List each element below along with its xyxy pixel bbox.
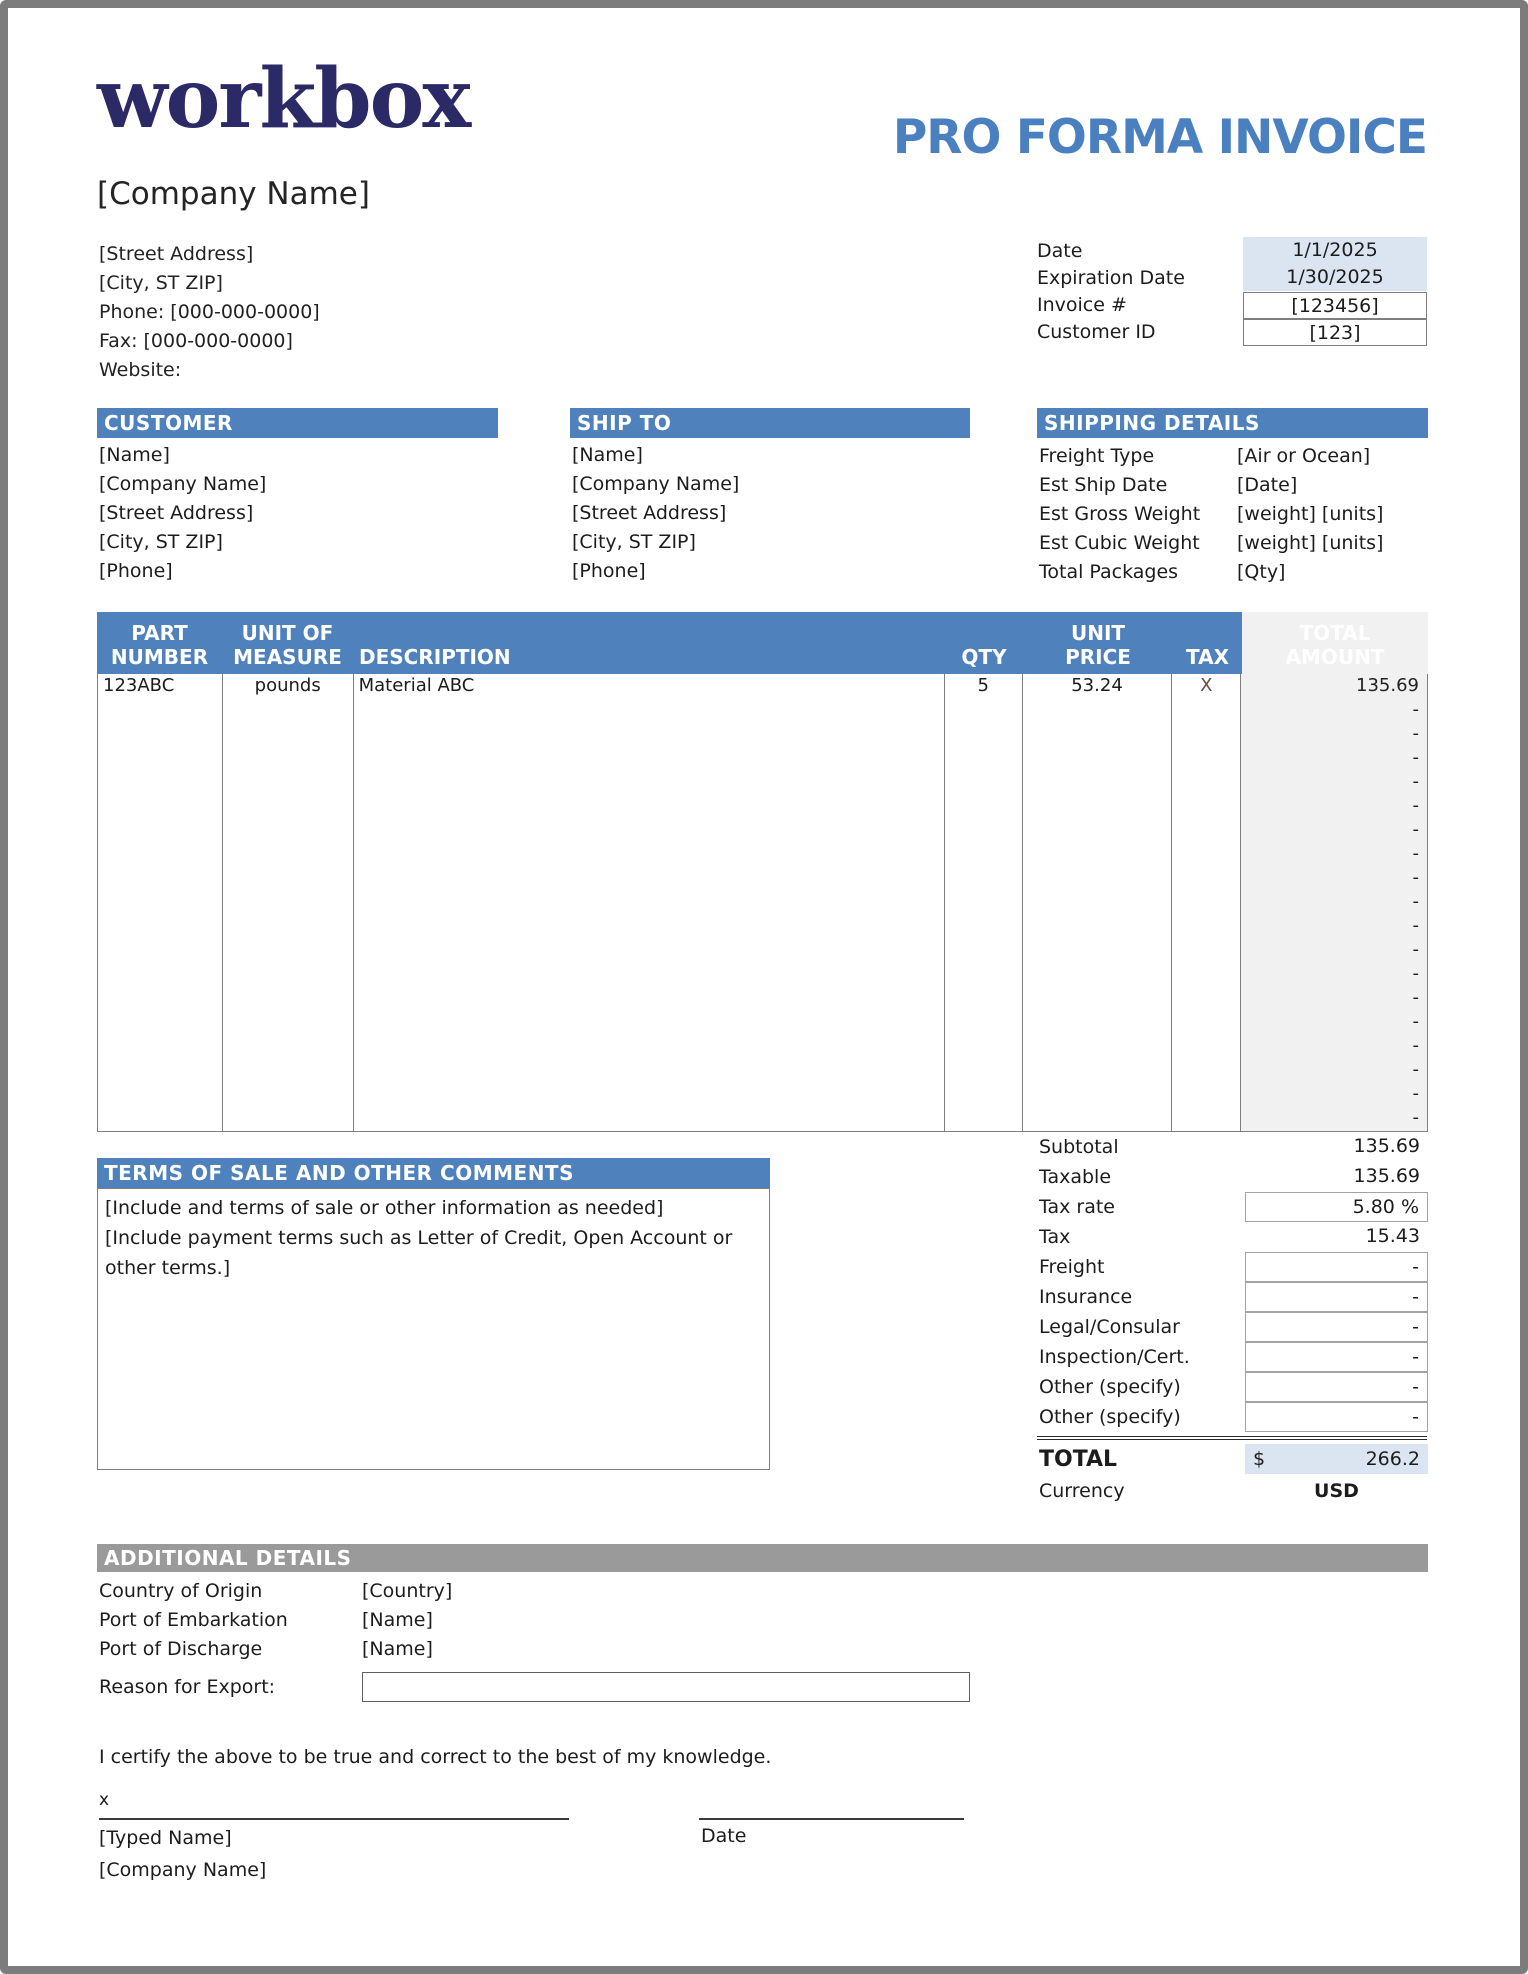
- additional-detail-label: Port of Embarkation: [99, 1608, 288, 1631]
- shipping-detail-value[interactable]: [Date]: [1237, 473, 1298, 496]
- part-number-column: [98, 674, 223, 1131]
- shipping-detail-value[interactable]: [weight] [units]: [1237, 502, 1384, 525]
- shipping-detail-row: [1037, 528, 1428, 557]
- shipping-details-section: [1037, 408, 1428, 586]
- invoice-meta-value[interactable]: [123]: [1243, 319, 1427, 346]
- shipping-detail-label: Total Packages: [1039, 560, 1179, 583]
- additional-details-header: ADDITIONAL DETAILS: [97, 1544, 1428, 1572]
- signature-line[interactable]: [99, 1810, 569, 1820]
- unit-price-column: [1023, 674, 1173, 1131]
- customer-section: [97, 408, 498, 586]
- summary-label: Taxable: [1039, 1166, 1112, 1188]
- summary-value[interactable]: -: [1245, 1372, 1428, 1402]
- item-qty-cell[interactable]: 5: [977, 675, 989, 696]
- item-part-number-cell[interactable]: 123ABC: [103, 675, 175, 696]
- additional-detail-label: Port of Discharge: [99, 1637, 263, 1660]
- ship-to-section: [570, 408, 970, 586]
- company-address-line[interactable]: [Street Address]: [99, 243, 254, 265]
- summary-label: Other (specify): [1039, 1376, 1181, 1398]
- column-header-qty: QTY: [961, 645, 1007, 669]
- currency-symbol: $: [1253, 1448, 1266, 1470]
- ship-to-line[interactable]: [Street Address]: [572, 502, 727, 524]
- summary-row: [1037, 1312, 1428, 1342]
- total-divider-rule: [1037, 1436, 1427, 1440]
- shipping-detail-row: [1037, 557, 1428, 586]
- summary-value[interactable]: -: [1245, 1282, 1428, 1312]
- reason-for-export-row: [97, 1672, 970, 1702]
- company-address-line[interactable]: Website:: [99, 359, 182, 381]
- summary-row: [1037, 1402, 1428, 1432]
- document-title: PRO FORMA INVOICE: [892, 110, 1427, 165]
- invoice-meta-row: [1037, 264, 1427, 291]
- column-header-unit-of-measure: UNIT OF MEASURE: [233, 621, 342, 669]
- ship-to-line[interactable]: [City, ST ZIP]: [572, 531, 696, 553]
- summary-label: Other (specify): [1039, 1406, 1181, 1428]
- typed-name-placeholder[interactable]: [Typed Name]: [99, 1827, 232, 1849]
- invoice-meta-row: [1037, 291, 1427, 318]
- currency-value[interactable]: USD: [1314, 1480, 1359, 1502]
- invoice-meta-label: Customer ID: [1037, 320, 1156, 343]
- summary-value[interactable]: 135.69: [1353, 1135, 1420, 1157]
- tax-column: [1172, 674, 1241, 1131]
- terms-line[interactable]: [Include and terms of sale or other information as needed]: [105, 1197, 664, 1219]
- customer-line[interactable]: [Name]: [99, 444, 170, 466]
- certification-statement: I certify the above to be true and correct to the best of my knowledge.: [99, 1746, 772, 1768]
- shipping-detail-value[interactable]: [weight] [units]: [1237, 531, 1384, 554]
- total-row: [1037, 1442, 1428, 1476]
- company-address-line[interactable]: [City, ST ZIP]: [99, 272, 223, 294]
- item-total-amount-cell: 135.69: [1356, 675, 1419, 696]
- empty-total-amount-cell: -: [1412, 963, 1419, 984]
- customer-line[interactable]: [City, ST ZIP]: [99, 531, 223, 553]
- empty-total-amount-cell: -: [1412, 771, 1419, 792]
- empty-total-amount-cell: -: [1412, 843, 1419, 864]
- empty-total-cells: [1241, 698, 1427, 1130]
- invoice-meta-label: Invoice #: [1037, 293, 1127, 316]
- shipping-detail-label: Freight Type: [1039, 444, 1155, 467]
- empty-total-amount-cell: -: [1412, 1059, 1419, 1080]
- invoice-meta-label: Expiration Date: [1037, 266, 1185, 289]
- empty-total-amount-cell: -: [1412, 867, 1419, 888]
- empty-total-amount-cell: -: [1412, 1107, 1419, 1128]
- column-header-unit-price: UNIT PRICE: [1065, 621, 1131, 669]
- ship-to-line[interactable]: [Company Name]: [572, 473, 740, 495]
- total-value-box: [1245, 1444, 1428, 1474]
- line-items-header-row: [97, 612, 1428, 674]
- summary-label: Subtotal: [1039, 1136, 1119, 1158]
- ship-to-lines: [570, 438, 970, 586]
- column-header-total-amount: TOTAL AMOUNT: [1242, 612, 1428, 674]
- signature-x-mark: x: [99, 1790, 110, 1810]
- customer-lines: [97, 438, 498, 586]
- qty-column: [945, 674, 1023, 1131]
- terms-text-box[interactable]: [97, 1188, 770, 1470]
- total-amount-column: [1241, 674, 1427, 1131]
- item-description-cell[interactable]: Material ABC: [358, 675, 475, 696]
- empty-total-amount-cell: -: [1412, 723, 1419, 744]
- summary-label: Inspection/Cert.: [1039, 1346, 1190, 1368]
- column-header-part-number: PART NUMBER: [110, 621, 209, 669]
- summary-label: Tax: [1039, 1226, 1071, 1248]
- summary-value[interactable]: -: [1245, 1342, 1428, 1372]
- shipping-detail-row: [1037, 441, 1428, 470]
- item-unit-price-cell[interactable]: 53.24: [1071, 675, 1123, 696]
- summary-section: [1037, 1132, 1428, 1506]
- invoice-meta-row: [1037, 237, 1427, 264]
- summary-row: [1037, 1252, 1428, 1282]
- additional-detail-row: [97, 1605, 1428, 1634]
- company-name[interactable]: [Company Name]: [97, 176, 370, 212]
- additional-detail-row: [97, 1576, 1428, 1605]
- invoice-meta-value[interactable]: [123456]: [1243, 292, 1427, 319]
- empty-total-amount-cell: -: [1412, 1083, 1419, 1104]
- signature-block: [99, 1790, 1199, 1884]
- signature-date-line[interactable]: [699, 1810, 964, 1820]
- item-tax-cell[interactable]: X: [1200, 675, 1213, 696]
- column-header-tax: TAX: [1186, 645, 1229, 669]
- customer-section-header: CUSTOMER: [97, 408, 498, 438]
- summary-row: [1037, 1342, 1428, 1372]
- empty-total-amount-cell: -: [1412, 819, 1419, 840]
- empty-total-amount-cell: -: [1412, 1011, 1419, 1032]
- signer-company-placeholder[interactable]: [Company Name]: [99, 1859, 267, 1881]
- shipping-detail-row: [1037, 499, 1428, 528]
- additional-detail-label: Country of Origin: [99, 1579, 263, 1602]
- empty-total-amount-cell: -: [1412, 747, 1419, 768]
- summary-label: Freight: [1039, 1256, 1105, 1278]
- unit-of-measure-column: [223, 674, 354, 1131]
- shipping-detail-row: [1037, 470, 1428, 499]
- total-label: TOTAL: [1039, 1446, 1118, 1472]
- shipping-detail-label: Est Gross Weight: [1039, 502, 1201, 525]
- total-amount-value: 266.2: [1365, 1448, 1420, 1470]
- customer-line[interactable]: [Street Address]: [99, 502, 254, 524]
- summary-value[interactable]: -: [1245, 1312, 1428, 1342]
- summary-row: [1037, 1222, 1428, 1252]
- summary-row: [1037, 1372, 1428, 1402]
- invoice-meta-value[interactable]: 1/1/2025: [1243, 237, 1427, 264]
- invoice-meta-row: [1037, 318, 1427, 345]
- empty-total-amount-cell: -: [1412, 1035, 1419, 1056]
- shipping-detail-value[interactable]: [Air or Ocean]: [1237, 444, 1371, 467]
- summary-value[interactable]: -: [1245, 1402, 1428, 1432]
- additional-detail-row: [97, 1634, 1428, 1663]
- reason-for-export-input[interactable]: [362, 1672, 970, 1702]
- line-items-body: [97, 674, 1428, 1132]
- signature-date-label: Date: [701, 1825, 747, 1847]
- additional-details-section: [97, 1544, 1428, 1663]
- shipping-detail-label: Est Ship Date: [1039, 473, 1168, 496]
- column-header-description: DESCRIPTION: [359, 645, 511, 669]
- additional-detail-value[interactable]: [Country]: [362, 1579, 453, 1602]
- summary-label: Insurance: [1039, 1286, 1133, 1308]
- workbox-logo: workbox: [97, 51, 470, 147]
- empty-total-amount-cell: -: [1412, 915, 1419, 936]
- empty-total-amount-cell: -: [1412, 939, 1419, 960]
- empty-total-amount-cell: -: [1412, 795, 1419, 816]
- additional-detail-value[interactable]: [Name]: [362, 1608, 433, 1631]
- ship-to-line[interactable]: [Name]: [572, 444, 643, 466]
- additional-details-rows: [97, 1572, 1428, 1663]
- summary-value[interactable]: 15.43: [1365, 1225, 1420, 1247]
- ship-to-section-header: SHIP TO: [570, 408, 970, 438]
- invoice-meta-value[interactable]: 1/30/2025: [1243, 264, 1427, 291]
- currency-row: [1037, 1476, 1428, 1506]
- summary-label: Tax rate: [1039, 1196, 1115, 1218]
- customer-line[interactable]: [Phone]: [99, 560, 173, 582]
- additional-detail-value[interactable]: [Name]: [362, 1637, 433, 1660]
- summary-row: [1037, 1132, 1428, 1162]
- item-unit-cell[interactable]: pounds: [254, 675, 321, 696]
- empty-total-amount-cell: -: [1412, 891, 1419, 912]
- terms-line[interactable]: [Include payment terms such as Letter of Credit, Open Account or other terms.]: [105, 1227, 733, 1279]
- summary-rows: [1037, 1132, 1428, 1432]
- ship-to-line[interactable]: [Phone]: [572, 560, 646, 582]
- shipping-details-header: SHIPPING DETAILS: [1037, 408, 1428, 438]
- company-address-block: [99, 240, 320, 385]
- customer-line[interactable]: [Company Name]: [99, 473, 267, 495]
- summary-value[interactable]: 5.80 %: [1245, 1192, 1428, 1222]
- currency-label: Currency: [1039, 1480, 1125, 1502]
- invoice-meta-block: [1037, 237, 1427, 345]
- terms-section: [97, 1158, 770, 1470]
- summary-row: [1037, 1282, 1428, 1312]
- summary-row: [1037, 1192, 1428, 1222]
- company-address-line[interactable]: Phone: [000-000-0000]: [99, 301, 320, 323]
- terms-section-header: TERMS OF SALE AND OTHER COMMENTS: [97, 1158, 770, 1188]
- empty-total-amount-cell: -: [1412, 699, 1419, 720]
- summary-value[interactable]: 135.69: [1353, 1165, 1420, 1187]
- shipping-detail-label: Est Cubic Weight: [1039, 531, 1200, 554]
- line-items-table: [97, 612, 1428, 1132]
- empty-total-amount-cell: -: [1412, 987, 1419, 1008]
- summary-label: Legal/Consular: [1039, 1316, 1180, 1338]
- shipping-details-rows: [1037, 438, 1428, 586]
- reason-for-export-label: Reason for Export:: [99, 1676, 276, 1698]
- invoice-meta-label: Date: [1037, 239, 1083, 262]
- company-address-line[interactable]: Fax: [000-000-0000]: [99, 330, 293, 352]
- description-column: [354, 674, 945, 1131]
- summary-row: [1037, 1162, 1428, 1192]
- shipping-detail-value[interactable]: [Qty]: [1237, 560, 1286, 583]
- summary-value[interactable]: -: [1245, 1252, 1428, 1282]
